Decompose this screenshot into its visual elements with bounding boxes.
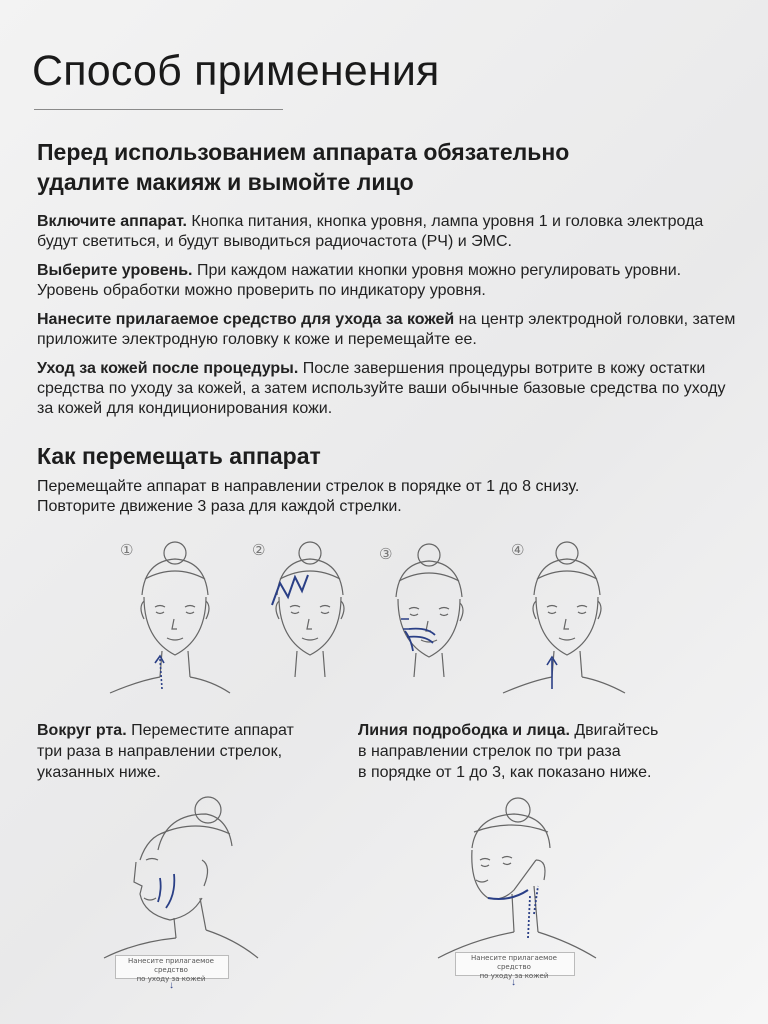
- caption-bold: Вокруг рта.: [37, 722, 127, 739]
- subtitle: [37, 137, 737, 197]
- face-diagram-3: [365, 535, 505, 705]
- caption-bold: Линия подрободка и лица.: [358, 722, 570, 739]
- step-select-level: [37, 261, 737, 301]
- diagram-number: ③: [379, 545, 393, 563]
- note-line-2: по уходу за кожей: [136, 975, 206, 983]
- title-divider: [34, 109, 283, 110]
- step-text: При каждом нажатии кнопки уровня можно регулировать уровни. Уровень обработки можно проверить по индикатору уровня.: [37, 262, 682, 299]
- page-title: Способ применения: [32, 47, 440, 95]
- caption-around-mouth: [37, 720, 347, 783]
- step-bold: Нанесите прилагаемое средство для ухода за кожей: [37, 311, 455, 328]
- note-line-1: Нанесите прилагаемое средство: [128, 957, 214, 974]
- diagram-number: ①: [120, 541, 134, 559]
- diagram-number: ④: [511, 541, 525, 559]
- face-diagram-mouth: [96, 790, 266, 960]
- face-diagram-jaw: [432, 790, 602, 960]
- subtitle-line-1: Перед использованием аппарата обязательно: [37, 139, 570, 165]
- face-diagram-1: [100, 535, 240, 705]
- step-bold: Включите аппарат.: [37, 213, 187, 230]
- diagram-number: ②: [252, 541, 266, 559]
- step-text: на центр электродной головки, затем приложите электродную головку к коже и перемещайте ее.: [37, 311, 736, 348]
- caption-line-1: Переместите аппарат: [126, 722, 294, 739]
- move-instructions: [37, 477, 727, 517]
- step-bold: Уход за кожей после процедуры.: [37, 360, 299, 377]
- subtitle-line-2: удалите макияж и вымойте лицо: [37, 169, 414, 195]
- caption-line-1: Двигайтесь: [569, 722, 659, 739]
- step-bold: Выберите уровень.: [37, 262, 193, 279]
- note-line-1: Нанесите прилагаемое средство: [471, 954, 557, 971]
- step-aftercare: [37, 359, 737, 419]
- step-apply-product: [37, 310, 737, 350]
- caption-line-2: три раза в направлении стрелок,: [37, 743, 283, 760]
- step-text: После завершения процедуры вотрите в кожу остатки средства по уходу за кожей, а затем используйте ваши обычные базовые средства по уходу за кожей для кондиционирования кожи.: [37, 360, 726, 417]
- face-diagram-2: [232, 535, 372, 705]
- face-diagram-4: [495, 535, 635, 705]
- step-text: Кнопка питания, кнопка уровня, лампа уровня 1 и головка электрода будут светиться, и будут выводиться радиочастота (РЧ) и ЭМС.: [37, 213, 704, 250]
- caption-line-3: в порядке от 1 до 3, как показано ниже.: [358, 764, 652, 781]
- step-power-on: [37, 212, 737, 252]
- move-line-1: Перемещайте аппарат в направлении стрелок в порядке от 1 до 8 снизу.: [37, 478, 580, 495]
- caption-line-3: указанных ниже.: [37, 764, 161, 781]
- down-arrow-icon: ↓: [511, 977, 516, 988]
- move-heading: Как перемещать аппарат: [37, 443, 321, 469]
- move-line-2: Повторите движение 3 раза для каждой стрелки.: [37, 498, 402, 515]
- note-line-2: по уходу за кожей: [479, 972, 549, 980]
- down-arrow-icon: ↓: [169, 980, 174, 991]
- caption-line-2: в направлении стрелок по три раза: [358, 743, 621, 760]
- caption-jawline: [358, 720, 748, 783]
